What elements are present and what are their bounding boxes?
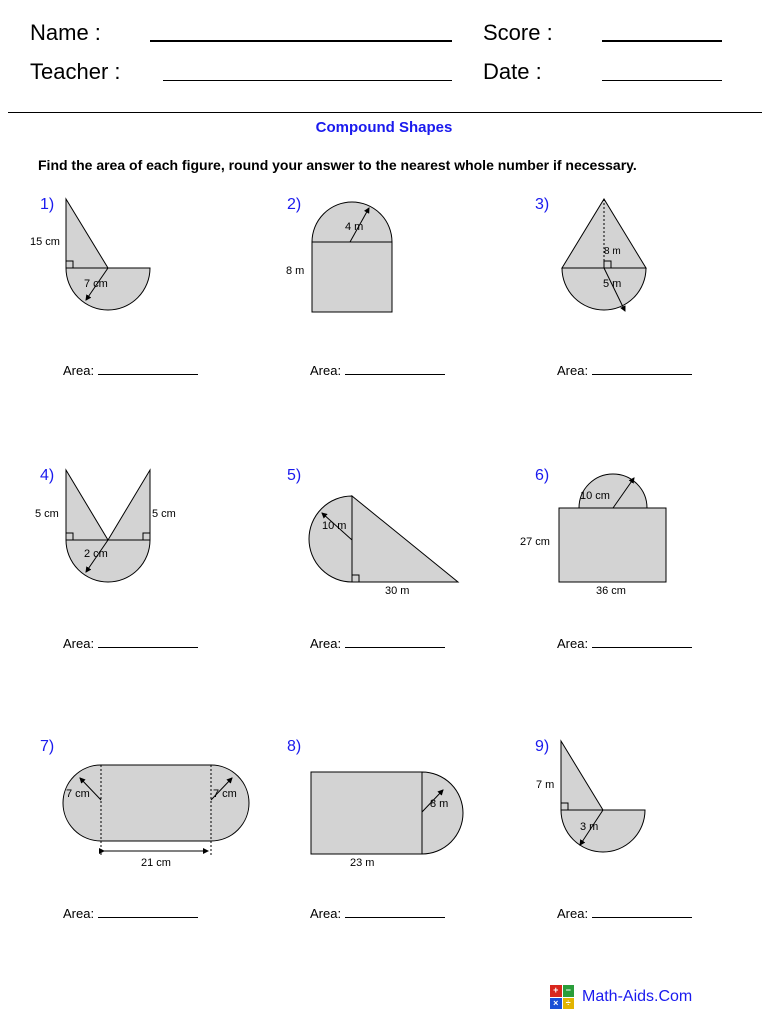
area-label: Area: xyxy=(310,363,342,378)
label-width: 36 cm xyxy=(596,585,626,597)
problem-number: 9) xyxy=(535,738,550,755)
figure-4 xyxy=(35,470,176,582)
figure-5 xyxy=(309,496,458,597)
label-length: 21 cm xyxy=(141,857,171,869)
figure-7 xyxy=(63,765,249,869)
label-radius: 10 cm xyxy=(580,490,610,502)
label-height: 8 m xyxy=(286,265,305,277)
score-label: Score : xyxy=(483,20,553,45)
teacher-label: Teacher : xyxy=(30,59,121,84)
figure-9 xyxy=(536,741,645,852)
label-radius: 4 m xyxy=(345,221,364,233)
footer-brand[interactable] xyxy=(550,985,692,1009)
area-label: Area: xyxy=(63,636,95,651)
area-label: Area: xyxy=(557,906,589,921)
name-label: Name : xyxy=(30,20,101,45)
problem-number: 1) xyxy=(40,196,55,213)
label-left-height: 5 cm xyxy=(35,508,59,520)
label-radius: 2 cm xyxy=(84,548,108,560)
figure-6 xyxy=(520,474,666,597)
label-left-radius: 7 cm xyxy=(66,788,90,800)
brand-link[interactable]: Math-Aids.Com xyxy=(582,988,693,1005)
problem-number: 6) xyxy=(535,467,550,484)
area-label: Area: xyxy=(557,636,589,651)
plus-icon: + xyxy=(550,985,562,997)
label-base: 30 m xyxy=(385,585,410,597)
label-height: 8 m xyxy=(604,246,621,257)
area-label: Area: xyxy=(310,906,342,921)
label-radius: 3 m xyxy=(580,821,599,833)
label-right-radius: 7 cm xyxy=(213,788,237,800)
area-label: Area: xyxy=(63,906,95,921)
label-length: 23 m xyxy=(350,857,375,869)
label-height: 7 m xyxy=(536,779,555,791)
date-label: Date : xyxy=(483,59,542,84)
area-label: Area: xyxy=(557,363,589,378)
problem-number: 3) xyxy=(535,196,550,213)
label-height: 15 cm xyxy=(30,236,60,248)
problem-number: 4) xyxy=(40,467,55,484)
label-radius: 7 cm xyxy=(84,278,108,290)
figure-1 xyxy=(30,199,150,310)
page-title: Compound Shapes xyxy=(315,119,453,136)
problem-number: 7) xyxy=(40,738,55,755)
area-label: Area: xyxy=(63,363,95,378)
figure-3 xyxy=(562,199,646,311)
times-icon: × xyxy=(550,998,562,1010)
label-height: 27 cm xyxy=(520,536,550,548)
label-radius: 8 m xyxy=(430,798,449,810)
label-radius: 10 m xyxy=(322,520,347,532)
figure-8 xyxy=(311,772,463,869)
area-label: Area: xyxy=(310,636,342,651)
minus-icon: − xyxy=(563,985,575,997)
problem-number: 5) xyxy=(287,467,302,484)
figure-2 xyxy=(286,202,392,312)
divide-icon: ÷ xyxy=(563,998,575,1010)
label-right-height: 5 cm xyxy=(152,508,176,520)
problem-number: 8) xyxy=(287,738,302,755)
instructions: Find the area of each figure, round your answer to the nearest whole number if necessary. xyxy=(38,157,637,173)
math-aids-logo-icon xyxy=(550,985,574,1009)
problem-number: 2) xyxy=(287,196,302,213)
label-radius: 5 m xyxy=(603,278,622,290)
